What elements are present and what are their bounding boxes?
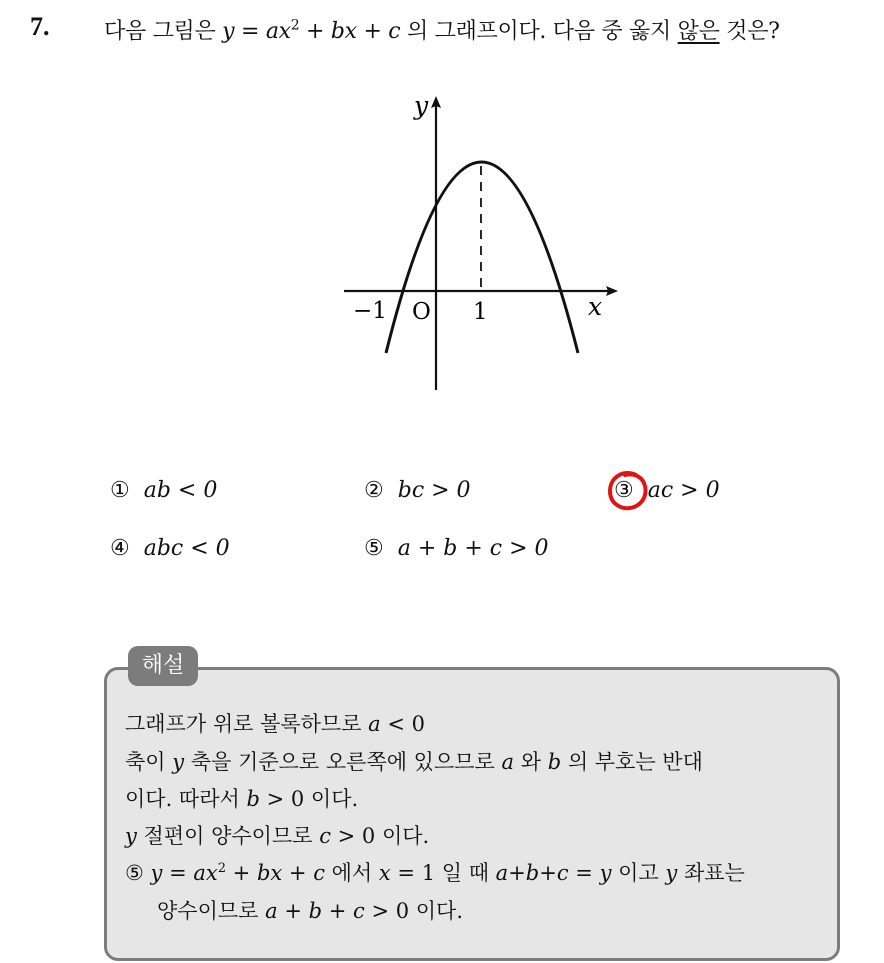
exp6-math-b: b (308, 899, 323, 923)
exp5-math-y2: y (599, 861, 612, 885)
x-axis-label: x (588, 292, 603, 321)
exp5-text-6: + (508, 861, 526, 885)
exp5-math-bx: bx (256, 861, 283, 885)
exp2-math-y: y (172, 750, 185, 774)
choice-4[interactable] (110, 536, 230, 561)
exp5-math-y: y (150, 861, 163, 885)
exp2-text-2: 축을 기준으로 오른쪽에 있으므로 (184, 750, 502, 774)
choice-1[interactable] (110, 478, 217, 503)
exp5-math-b: b (525, 861, 540, 885)
choice-5[interactable] (364, 536, 549, 561)
exp2-math-b: b (547, 750, 562, 774)
exp1-text-1: 그래프가 위로 볼록하므로 (125, 712, 369, 736)
choice-4-expr: abc < 0 (143, 536, 230, 561)
exp5-text-4: 에서 (324, 861, 379, 885)
exp3-math-b: b (246, 787, 260, 811)
one-label: 1 (473, 299, 488, 325)
explanation-line-6 (157, 895, 463, 925)
choice-5-number: ⑤ (364, 536, 384, 561)
exp5-text-8: = (568, 861, 600, 885)
exp5-number: ⑤ (125, 861, 151, 885)
question-underlined-word: 않은 (677, 19, 720, 44)
exp2-text-1: 축이 (125, 750, 173, 774)
exp5-text-3: + (282, 861, 314, 885)
exp4-text-2: > 0 이다. (330, 824, 430, 848)
exp3-text-1: 이다. 따라서 (125, 787, 247, 811)
exp5-math-ax: ax (193, 861, 218, 885)
exp5-math-a: a (495, 861, 509, 885)
exp5-math-c2: c (556, 861, 569, 885)
explanation-tag: 해설 (128, 646, 198, 686)
question-text-end: 것은? (719, 19, 780, 44)
neg-one-label: −1 (353, 298, 387, 324)
choice-3-expr: ac > 0 (647, 478, 720, 503)
question-number: 7. (30, 12, 50, 41)
exp5-math-c: c (313, 861, 325, 885)
exp6-text-4: > 0 이다. (364, 899, 463, 923)
exp1-text-2: < 0 (380, 712, 426, 736)
explanation-line-2 (125, 746, 703, 776)
exp5-math-y3: y (665, 861, 678, 885)
exp5-text-2: + (226, 861, 257, 885)
exp5-math-x: x (378, 861, 391, 885)
question-text-before: 다음 그림은 (104, 19, 216, 44)
question-function-rest: + bx + c (299, 19, 401, 44)
exp5-text-9: 이고 (611, 861, 666, 885)
answer-circle-mark (606, 469, 650, 513)
exp6-text-3: + (322, 899, 353, 923)
exp5-text-10: 좌표는 (677, 861, 745, 885)
exp5-text-1: = (162, 861, 194, 885)
exp6-text-2: + (277, 899, 309, 923)
exp6-math-c: c (353, 899, 365, 923)
choice-2-number: ② (364, 478, 384, 503)
exp5-text-7: + (539, 861, 557, 885)
exp3-text-2: > 0 이다. (259, 787, 359, 811)
question-function-expr: y = ax (222, 19, 291, 44)
choice-2-expr: bc > 0 (397, 478, 471, 503)
origin-label: O (412, 299, 431, 325)
exp6-text-1: 양수이므로 (157, 899, 266, 923)
choice-1-number: ① (110, 478, 130, 503)
parabola-graph (330, 90, 630, 400)
exp4-math-c: c (319, 824, 331, 848)
exp1-math-a: a (368, 712, 381, 736)
question-exponent: 2 (290, 17, 300, 34)
choice-1-expr: ab < 0 (143, 478, 218, 503)
exp2-math-a: a (501, 750, 515, 774)
choice-3-number: ③ (614, 478, 634, 503)
exp2-text-3: 와 (514, 750, 548, 774)
choice-2[interactable] (364, 478, 471, 503)
exp2-text-4: 의 부호는 반대 (561, 750, 703, 774)
exp6-math-a: a (265, 899, 278, 923)
choice-4-number: ④ (110, 536, 130, 561)
explanation-line-4 (125, 820, 429, 850)
y-axis-label: y (414, 91, 429, 120)
explanation-line-5 (125, 857, 745, 887)
explanation-line-1 (125, 708, 425, 738)
choice-5-expr: a + b + c > 0 (397, 536, 549, 561)
exp5-exponent: 2 (217, 861, 226, 876)
explanation-line-3 (125, 783, 358, 813)
exp4-math-y: y (125, 824, 137, 848)
question-text (104, 14, 780, 45)
exp4-text-1: 절편이 양수이므로 (136, 824, 320, 848)
question-text-after: 의 그래프이다. 다음 중 옳지 (400, 19, 678, 44)
exp5-text-5: = 1 일 때 (390, 861, 496, 885)
